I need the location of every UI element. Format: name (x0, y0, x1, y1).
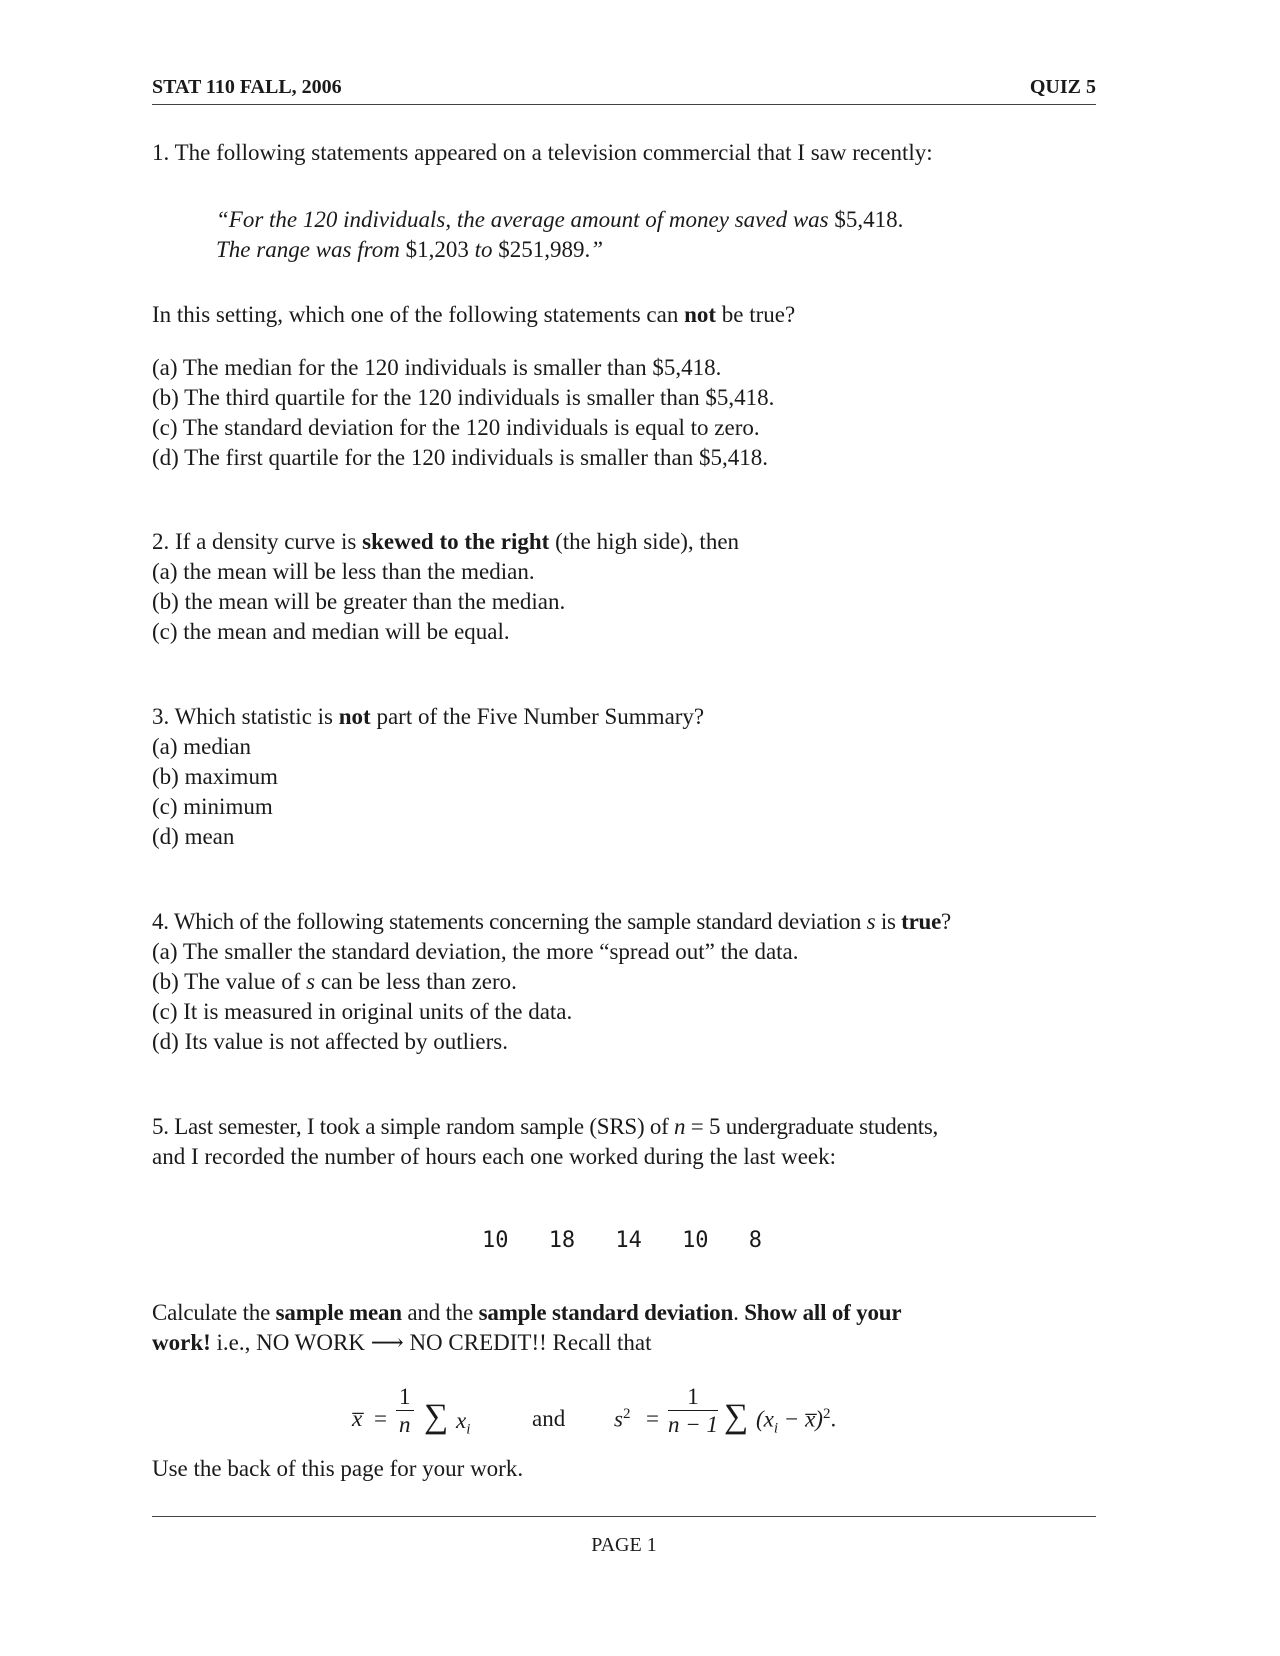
quiz-page (152, 0, 1096, 1656)
q3-option-d: (d) mean (152, 824, 235, 849)
q1-prompt: 1. The following statements appeared on a television commercial that I saw recently: (152, 140, 933, 165)
one-over-n-minus-1: $\frac{1}{n - 1}$ (668, 1384, 719, 1437)
equals-sign: = (374, 1406, 387, 1431)
q1-quote-line2: The range was from $1,203 to $251,989.” (216, 237, 603, 262)
equals-sign: = (646, 1406, 659, 1431)
q1-option-c: (c) The standard deviation for the 120 individuals is equal to zero. (152, 415, 760, 440)
q4-option-d: (d) Its value is not affected by outliers. (152, 1029, 508, 1054)
hours-value: 18 (548, 1228, 576, 1253)
q3-option-a: (a) median (152, 734, 251, 759)
footer-rule (152, 1516, 1096, 1517)
s-squared: $s^2$ (614, 1406, 631, 1432)
q4-option-c: (c) It is measured in original units of the data. (152, 999, 573, 1024)
q1-setting: In this setting, which one of the following statements can not be true? (152, 302, 796, 327)
q1-quote-line1: “For the 120 individuals, the average amount of money saved was $5,418. (216, 207, 904, 232)
xbar-symbol: x̅ (352, 1406, 363, 1431)
q2-option-a: (a) the mean will be less than the median. (152, 559, 535, 584)
hours-value: 8 (748, 1228, 762, 1253)
hours-value: 10 (682, 1228, 709, 1253)
q4-option-b: (b) The value of s can be less than zero. (152, 969, 517, 994)
q1-option-a: (a) The median for the 120 individuals is smaller than $5,418. (152, 355, 722, 380)
q1-option-d: (d) The first quartile for the 120 individuals is smaller than $5,418. (152, 445, 768, 470)
q5-calc-line1: Calculate the sample mean and the sample standard deviation. Show all of your (152, 1300, 902, 1325)
header-rule (152, 104, 1096, 105)
formula-block (352, 1384, 912, 1454)
xi-term: $x_i$ (456, 1408, 471, 1438)
course-title: STAT 110 FALL, 2006 (152, 76, 342, 98)
q3-option-b: (b) maximum (152, 764, 278, 789)
q5-calc-line2: work! i.e., NO WORK ⟶ NO CREDIT!! Recall that (152, 1330, 652, 1355)
quiz-title: QUIZ 5 (1029, 76, 1096, 98)
and-word: and (532, 1406, 566, 1431)
q5-back-note: Use the back of this page for your work. (152, 1456, 524, 1481)
q4-option-a: (a) The smaller the standard deviation, the more “spread out” the data. (152, 939, 799, 964)
hours-data (482, 1228, 762, 1253)
sigma-symbol: ∑ (724, 1398, 749, 1435)
one-over-n: $\frac{1}{n}$ (396, 1384, 414, 1439)
q4-prompt: 4. Which of the following statements concerning the sample standard deviation s is true? (152, 909, 951, 934)
q1-option-b: (b) The third quartile for the 120 individuals is smaller than $5,418. (152, 385, 775, 410)
q5-line2: and I recorded the number of hours each one worked during the last week: (152, 1144, 837, 1169)
hours-value: 10 (482, 1228, 509, 1253)
page-number: PAGE 1 (591, 1534, 657, 1556)
sigma-symbol: ∑ (424, 1398, 449, 1435)
squared-deviation-term: ($x_i$ − x̅)$^2$. (756, 1406, 837, 1437)
q2-option-c: (c) the mean and median will be equal. (152, 619, 510, 644)
q2-option-b: (b) the mean will be greater than the median. (152, 589, 566, 614)
q2-prompt: 2. If a density curve is skewed to the right (the high side), then (152, 529, 740, 554)
hours-value: 14 (615, 1228, 642, 1253)
q5-line1: 5. Last semester, I took a simple random sample (SRS) of n = 5 undergraduate students, (152, 1114, 939, 1139)
q3-prompt: 3. Which statistic is not part of the Five Number Summary? (152, 704, 705, 729)
q3-option-c: (c) minimum (152, 794, 273, 819)
